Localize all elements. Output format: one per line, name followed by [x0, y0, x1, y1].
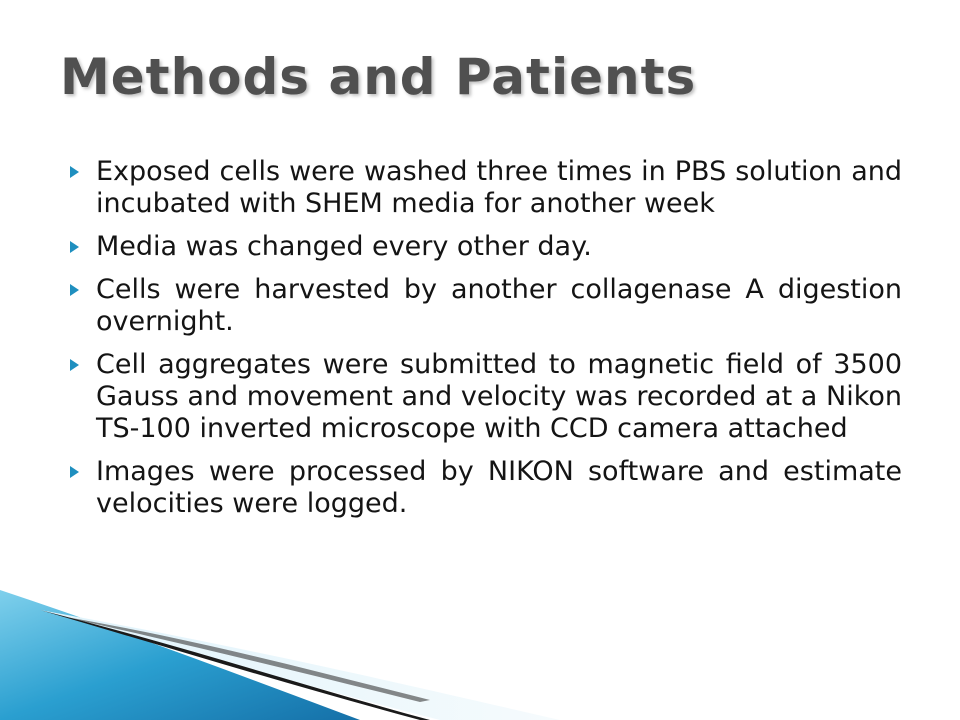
triangle-bullet-icon: [70, 166, 79, 178]
bullet-text: Exposed cells were washed three times in PBS solution and incubated with SHEM media for another week: [96, 156, 902, 219]
triangle-bullet-icon: [70, 359, 79, 371]
bullet-item: [62, 156, 902, 220]
triangle-bullet-icon: [70, 284, 79, 296]
bullet-text: Images were processed by NIKON software and estimate velocities were logged.: [96, 456, 902, 519]
bullet-item: [62, 274, 902, 338]
triangle-bullet-icon: [70, 466, 79, 478]
bullet-item: [62, 349, 902, 445]
triangle-bullet-icon: [70, 241, 79, 253]
bullet-text: Cells were harvested by another collagenase A digestion overnight.: [96, 274, 902, 337]
bullet-text: Media was changed every other day.: [96, 231, 592, 262]
slide-title: Methods and Patients: [60, 48, 697, 106]
bullet-item: [62, 231, 902, 263]
bullet-item: [62, 456, 902, 520]
bullet-text: Cell aggregates were submitted to magnetic field of 3500 Gauss and movement and velocity was recorded at a Nikon TS-100 inverted microscope with CCD camera attached: [96, 349, 902, 444]
decorative-swoosh: [0, 590, 960, 720]
bullet-list: [62, 156, 902, 531]
